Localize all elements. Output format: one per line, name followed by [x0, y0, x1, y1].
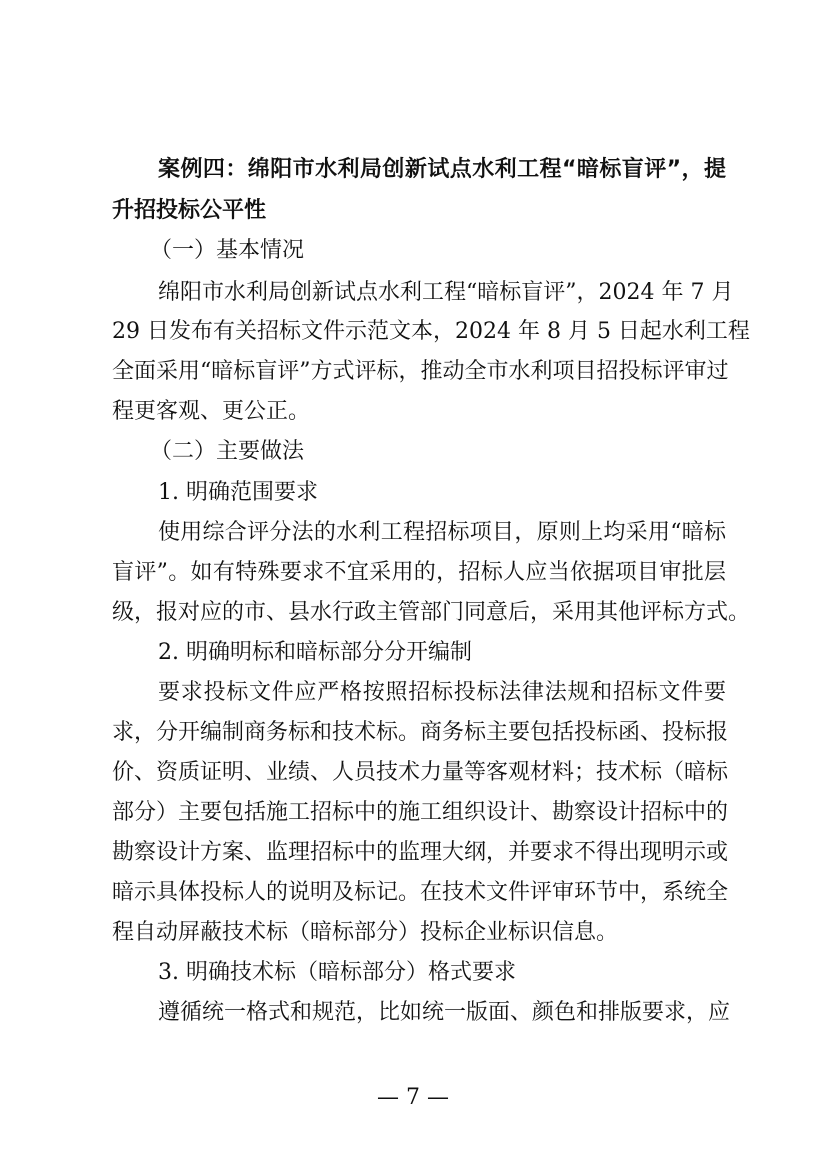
paragraph-line: 程自动屏蔽技术标（暗标部分）投标企业标识信息。 — [112, 920, 619, 945]
section-heading-main-practices: （二）主要做法 — [150, 439, 305, 464]
paragraph-line: 部分）主要包括施工招标中的施工组织设计、勘察设计招标中的 — [112, 800, 729, 825]
paragraph-line: 勘察设计方案、监理招标中的监理大纲，并要求不得出现明示或 — [112, 840, 729, 865]
paragraph-line: 全面采用“暗标盲评”方式评标，推动全市水利项目招投标评审过 — [112, 359, 729, 384]
paragraph-line: 求，分开编制商务标和技术标。商务标主要包括投标函、投标报 — [112, 720, 729, 745]
paragraph-line: 遵循统一格式和规范，比如统一版面、颜色和排版要求，应 — [158, 1000, 731, 1025]
paragraph-line: 盲评”。如有特殊要求不宜采用的，招标人应当依据项目审批层 — [112, 560, 726, 585]
case-title-line-2: 升招投标公平性 — [112, 198, 267, 223]
paragraph-line: 29 日发布有关招标文件示范文本，2024 年 8 月 5 日起水利工程 — [112, 319, 750, 344]
page-number: — 7 — — [377, 1085, 449, 1110]
paragraph-line: 要求投标文件应严格按照招标投标法律法规和招标文件要 — [158, 680, 726, 705]
subheading-2: 2. 明确明标和暗标部分分开编制 — [158, 640, 472, 665]
case-title-line-1: 案例四：绵阳市水利局创新试点水利工程“暗标盲评”，提 — [158, 157, 726, 182]
subheading-1: 1. 明确范围要求 — [158, 480, 318, 505]
paragraph-line: 暗示具体投标人的说明及标记。在技术文件评审环节中，系统全 — [112, 880, 729, 905]
paragraph-line: 程更客观、更公正。 — [112, 399, 311, 424]
subheading-3: 3. 明确技术标（暗标部分）格式要求 — [158, 960, 516, 985]
section-heading-basic-info: （一）基本情况 — [150, 238, 305, 263]
paragraph-line: 级，报对应的市、县水行政主管部门同意后，采用其他评标方式。 — [112, 600, 751, 625]
paragraph-line: 价、资质证明、业绩、人员技术力量等客观材料；技术标（暗标 — [112, 760, 729, 785]
paragraph-line: 绵阳市水利局创新试点水利工程“暗标盲评”，2024 年 7 月 — [158, 280, 734, 305]
paragraph-line: 使用综合评分法的水利工程招标项目，原则上均采用“暗标 — [158, 520, 726, 545]
